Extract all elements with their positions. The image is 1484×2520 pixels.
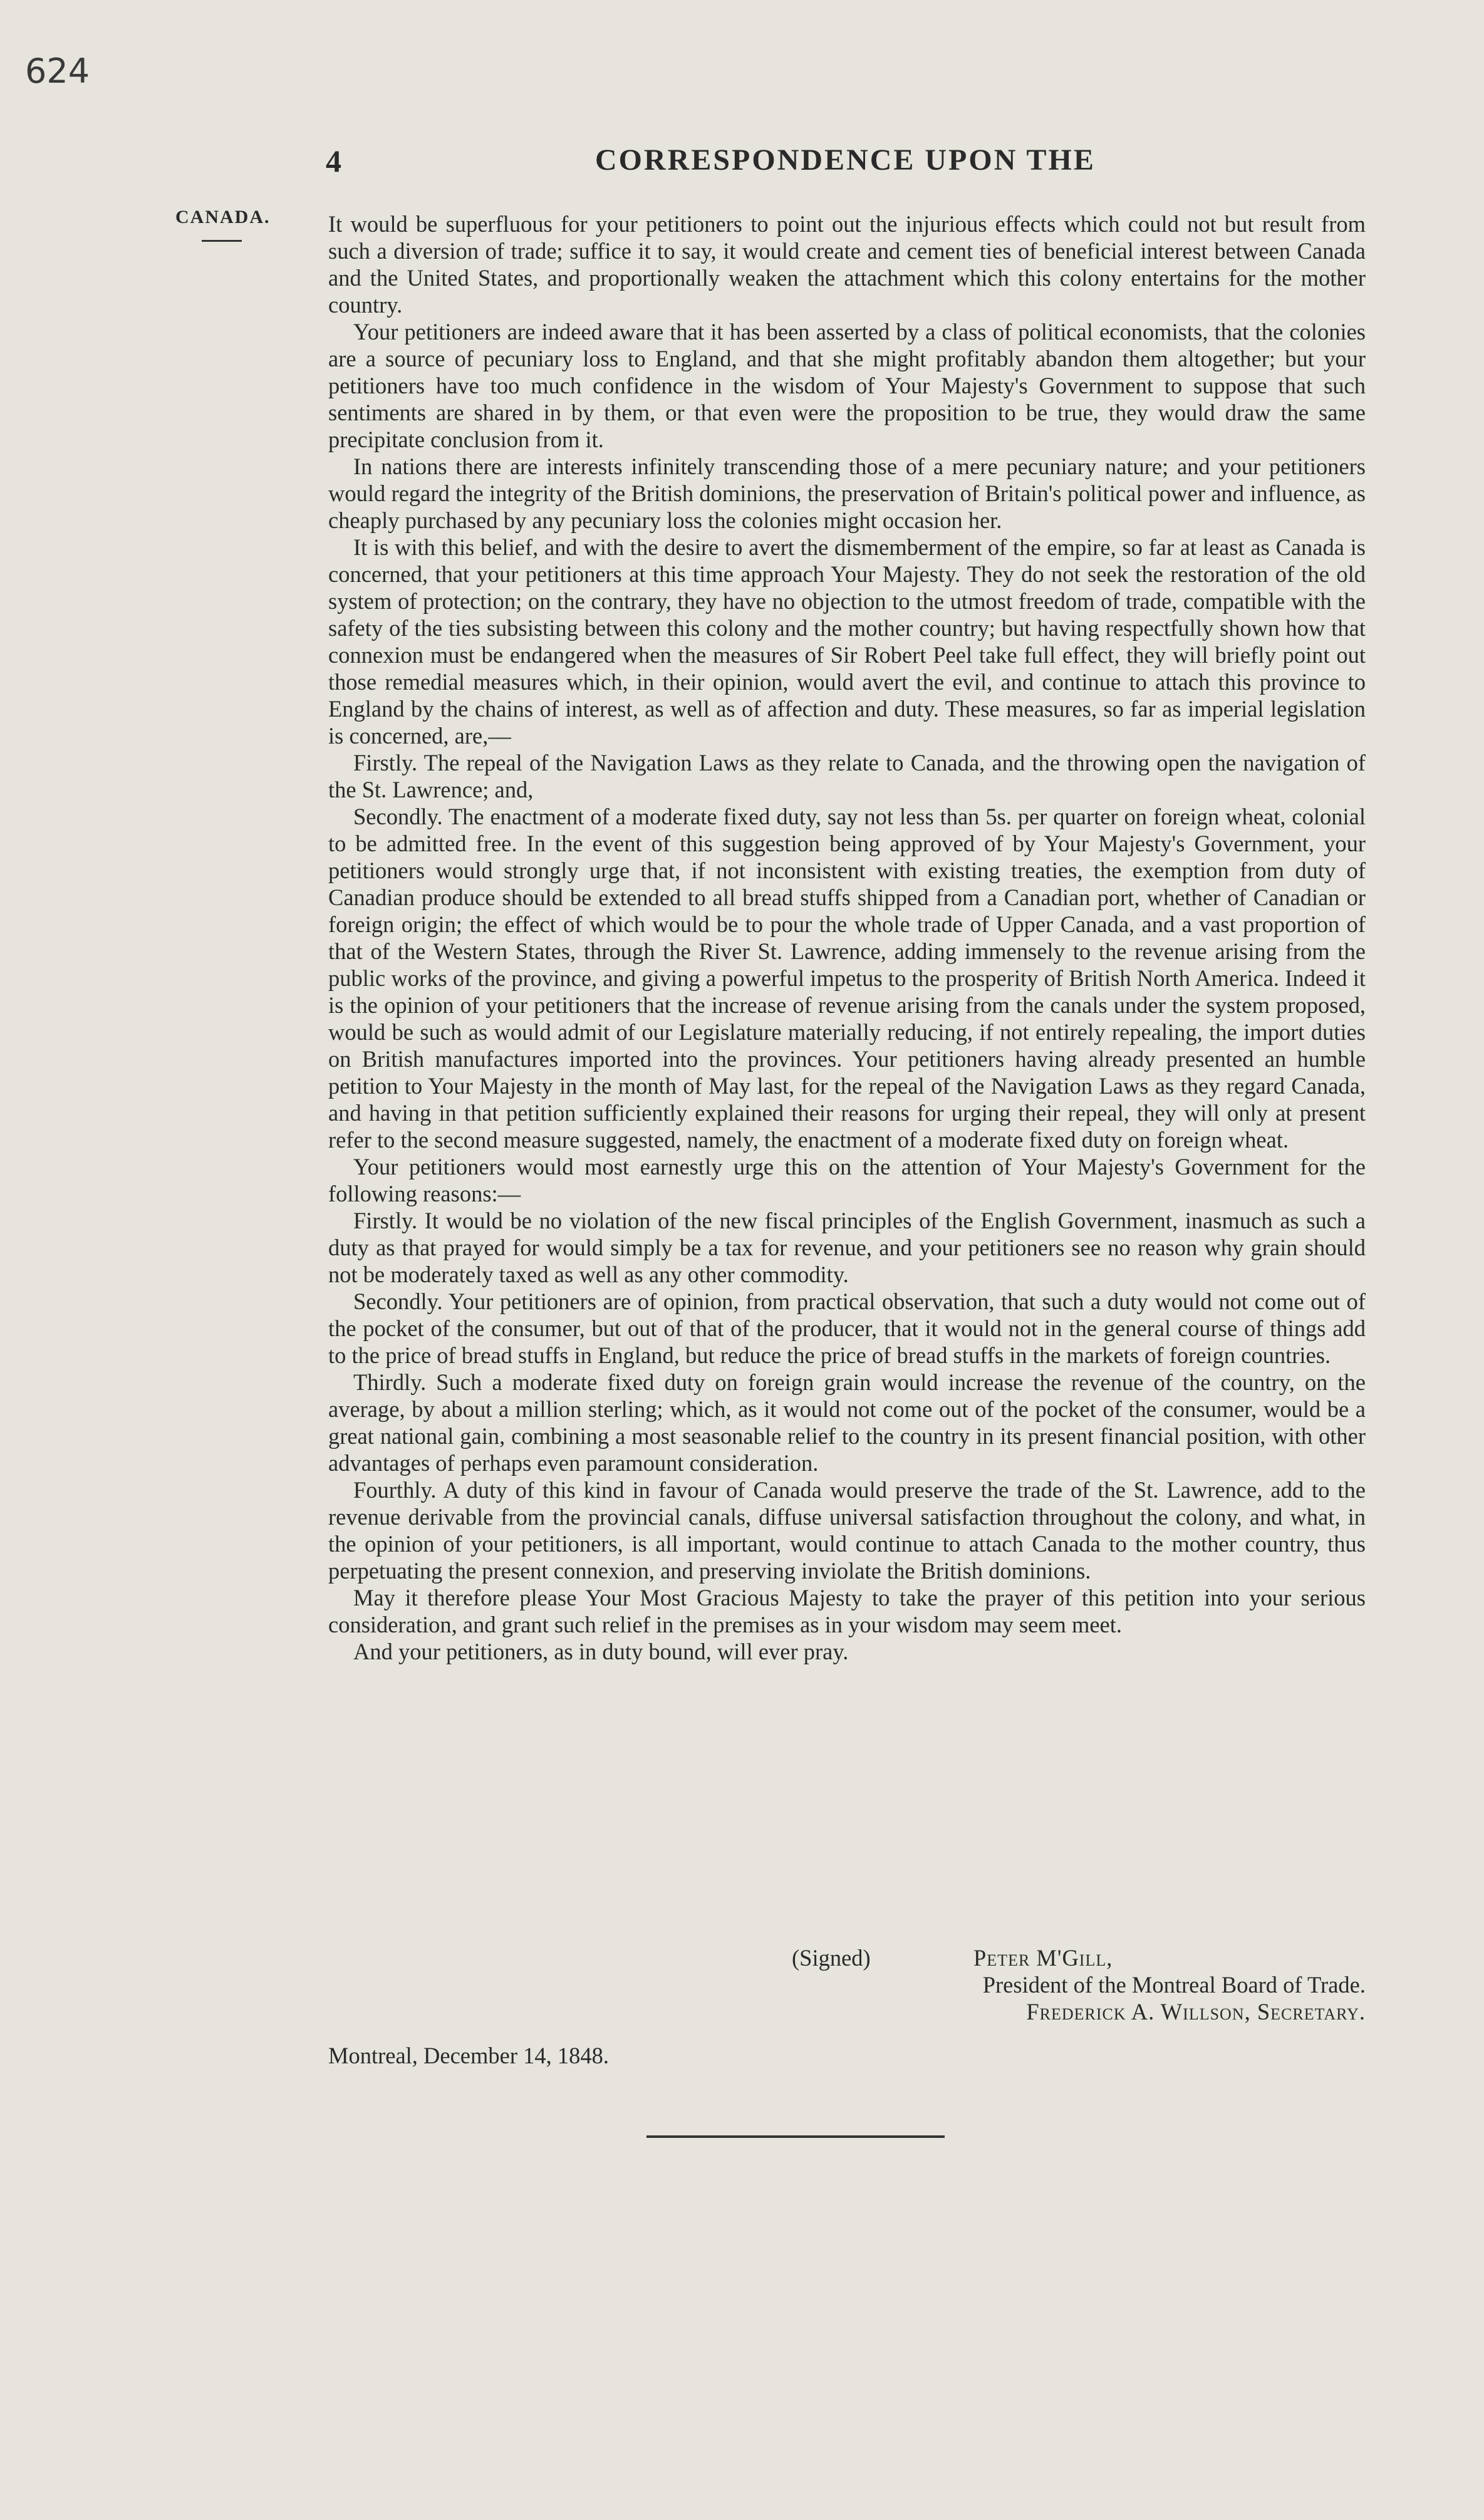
paragraph: May it therefore please Your Most Gracious Majesty to take the prayer of this petition into your serious consideration, and grant such relief in the premises as in your wisdom may seem meet. — [328, 1585, 1366, 1637]
paragraph: Your petitioners are indeed aware that it has been asserted by a class of political economists, that the colonies are a source of pecuniary loss to England, and that she might profitably abandon them altogether; but your petitioners have too much confidence in the wisdom of Your Majesty's Government to suppose that such sentiments are shared in by them, or that even were the proposition to be true, they would draw the same precipitate conclusion from it. — [328, 319, 1366, 452]
closing-rule — [646, 2135, 945, 2138]
paragraph: Secondly. Your petitioners are of opinion, from practical observation, that such a duty would not come out of the pocket of the consumer, but out of that of the producer, that it would not in the general course of things add to the price of bread stuffs in England, but reduce the price of bread stuffs in the markets of foreign countries. — [328, 1289, 1366, 1368]
running-title: CORRESPONDENCE UPON THE — [595, 143, 1096, 177]
paragraph: Secondly. The enactment of a moderate fixed duty, say not less than 5s. per quarter on foreign wheat, colonial to be admitted free. In the event of this suggestion being approved of by Your Majesty's Government, your petitioners would strongly urge that, if not inconsistent with existing treaties, the exemption from duty of Canadian produce should be extended to all bread stuffs shipped from a Canadian port, whether of Canadian or foreign origin; the effect of which would be to pour the whole trade of Upper Canada, and a vast proportion of that of the Western States, through the River St. Lawrence, adding immensely to the revenue arising from the public works of the province, and giving a powerful impetus to the prosperity of British North America. Indeed it is the opinion of your petitioners that the increase of revenue arising from the canals under the system proposed, would be such as would admit of our Legislature materially reducing, if not entirely repealing, the import duties on British manufactures imported into the provinces. Your petitioners having already presented an humble petition to Your Majesty in the month of May last, for the repeal of the Navigation Laws as they regard Canada, and having in that petition sufficiently explained their reasons for urging their repeal, they will only at present refer to the second measure suggested, namely, the enactment of a moderate fixed duty on foreign wheat. — [328, 804, 1366, 1153]
signatory-name: Peter M'Gill, — [973, 1945, 1113, 1971]
paragraph: And your petitioners, as in duty bound, will ever pray. — [353, 1639, 849, 1664]
paragraph: Fourthly. A duty of this kind in favour of Canada would preserve the trade of the St. Lawrence, add to the revenue derivable from the provincial canals, diffuse universal satisfaction throughout the colony, and what, in the opinion of your petitioners, is all important, would continue to attach Canada to the mother country, thus perpetuating the present connexion, and preserving inviolate the British dominions. — [328, 1477, 1366, 1584]
paragraph: It is with this belief, and with the desire to avert the dismemberment of the empire, so far at least as Canada is concerned, that your petitioners at this time approach Your Majesty. They do not seek the restoration of the old system of protection; on the contrary, they have no objection to the utmost freedom of trade, compatible with the safety of the ties subsisting between this colony and the mother country; but having respectfully shown how that connexion must be endangered when the measures of Sir Robert Peel take full effect, they will briefly point out those remedial measures which, in their opinion, would avert the evil, and continue to attach this province to England by the chains of interest, as well as of affection and duty. These measures, so far as imperial legislation is concerned, are,— — [328, 534, 1366, 749]
paragraph: Your petitioners would most earnestly urge this on the attention of Your Majesty's Government for the following reasons:— — [328, 1154, 1366, 1206]
page-number: 624 — [25, 51, 90, 91]
paragraph: In nations there are interests infinitely transcending those of a mere pecuniary nature; and your petitioners would regard the integrity of the British dominions, the preservation of Britain's political power and influence, as cheaply purchased by any pecuniary loss the colonies might occasion her. — [328, 454, 1366, 533]
paragraph: Firstly. It would be no violation of the new fiscal principles of the English Government, inasmuch as such a duty as that prayed for would simply be a tax for revenue, and your petitioners see no reason why grain should not be moderately taxed as well as any other commodity. — [328, 1208, 1366, 1287]
signed-label: (Signed) — [792, 1945, 871, 1971]
signature-block — [328, 1944, 1366, 2045]
margin-note: CANADA. — [175, 207, 271, 227]
signatory-title: President of the Montreal Board of Trade. — [982, 1972, 1366, 1998]
margin-rule — [202, 240, 242, 242]
running-head — [326, 143, 1366, 187]
paragraph: It would be superfluous for your petitioners to point out the injurious effects which could not but result from such a diversion of trade; suffice it to say, it would create and cement ties of beneficial interest between Canada and the United States, and proportionally weaken the attachment which this colony entertains for the mother country. — [328, 211, 1366, 318]
paragraph: Firstly. The repeal of the Navigation Laws as they relate to Canada, and the throwing open the navigation of the St. Lawrence; and, — [328, 750, 1366, 802]
dateline: Montreal, December 14, 1848. — [328, 2043, 609, 2068]
paragraph: Thirdly. Such a moderate fixed duty on foreign grain would increase the revenue of the country, on the average, by about a million sterling; which, as it would not come out of the pocket of the consumer, would be a great national gain, combining a most seasonable relief to the country in its present financial position, with other advantages of perhaps even paramount consideration. — [328, 1369, 1366, 1476]
secretary-name: Frederick A. Willson, Secretary. — [1026, 1999, 1366, 2025]
folio-number: 4 — [326, 143, 341, 179]
petition-body — [328, 210, 1366, 1665]
